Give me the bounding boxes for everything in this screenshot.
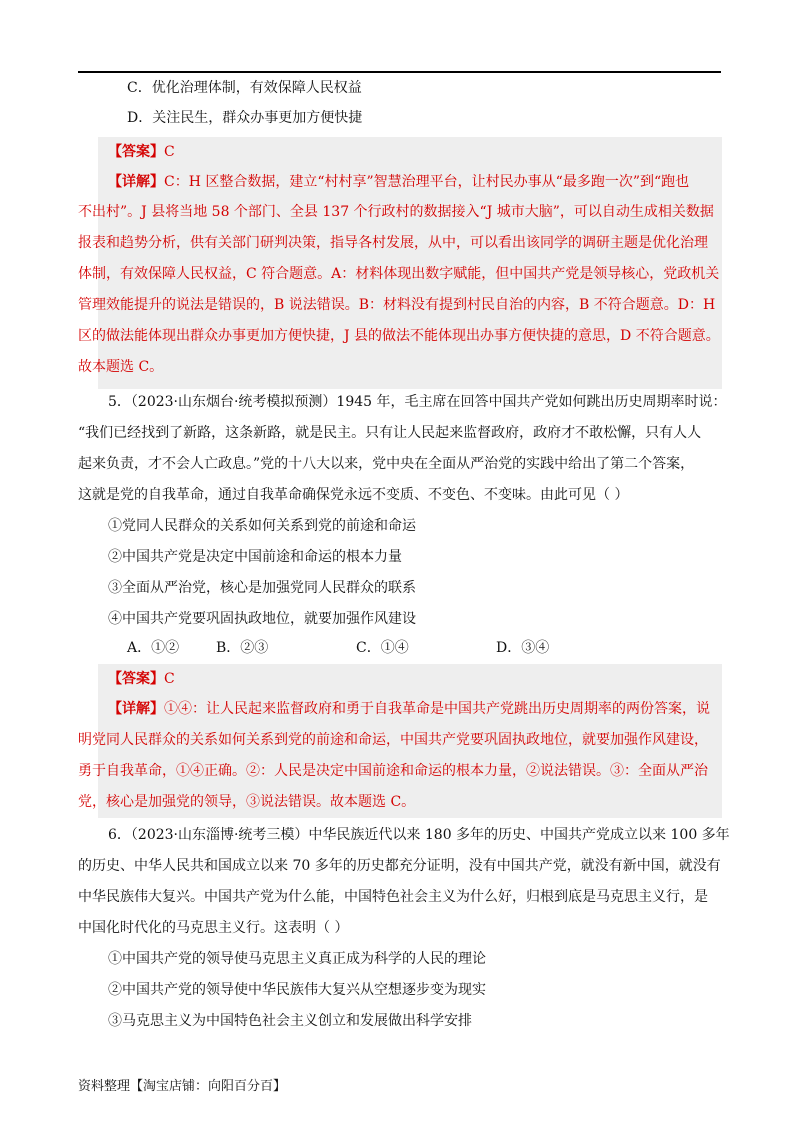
q5-answer-line [108, 669, 175, 689]
q5-choice-a: A．①② [127, 640, 180, 656]
detail-text: 管理效能提升的说法是错误的，B 说法错误。B：材料没有提到村民自治的内容，B 不符合题意。D：H [78, 297, 716, 313]
q4-option-d: D．关注民生，群众办事更加方便快捷 [127, 110, 363, 126]
detail-text: 区的做法能体现出群众办事更加方便快捷，J 县的做法不能体现出办事方便快捷的意思，D 不符合题意。 [78, 328, 720, 344]
q6-stem: 中华民族伟大复兴。中国共产党为什么能，中国特色社会主义为什么好，归根到底是马克思主义行，是 [78, 889, 708, 905]
q6-stem: 6．（2023·山东淄博·统考三模）中华民族近代以来 180 多年的历史、中国共产党成立以来 100 多年 [108, 827, 730, 843]
q4-option-c: C．优化治理体制，有效保障人民权益 [127, 80, 362, 96]
q6-stem: 中国化时代化的马克思主义行。这表明（ ） [78, 920, 349, 936]
detail-tag: 【详解】 [108, 701, 164, 717]
q6-statement: ②中国共产党的领导使中华民族伟大复兴从空想逐步变为现实 [108, 982, 486, 998]
q5-statement: ①党同人民群众的关系如何关系到党的前途和命运 [108, 518, 416, 534]
q5-statement: ②中国共产党是决定中国前途和命运的根本力量 [108, 549, 402, 565]
q5-detail-line [108, 699, 710, 719]
detail-text: 体制，有效保障人民权益，C 符合题意。A：材料体现出数字赋能，但中国共产党是领导核心，党政机关 [78, 266, 720, 282]
answer-value: C [164, 144, 175, 160]
detail-text: 不出村”。J 县将当地 58 个部门、全县 137 个行政村的数据接入“J 城市大脑”，可以自动生成相关数据 [78, 204, 714, 220]
q5-statement: ③全面从严治党，核心是加强党同人民群众的联系 [108, 580, 416, 596]
q5-stem: 这就是党的自我革命，通过自我革命确保党永远不变质、不变色、不变味。由此可见（ ） [78, 487, 629, 503]
q6-statement: ①中国共产党的领导使马克思主义真正成为科学的人民的理论 [108, 951, 486, 967]
q5-choice-b: B．②③ [216, 640, 269, 656]
detail-text: 党，核心是加强党的领导，③说法错误。故本题选 C。 [78, 794, 416, 810]
detail-text: 报表和趋势分析，供有关部门研判决策，指导各村发展，从中，可以看出该同学的调研主题是优化治理 [78, 235, 708, 251]
q6-statement: ③马克思主义为中国特色社会主义创立和发展做出科学安排 [108, 1013, 472, 1029]
detail-text: 故本题选 C。 [78, 359, 164, 375]
header-rule [78, 71, 721, 73]
detail-text: C：H 区整合数据，建立“村村享”智慧治理平台，让村民办事从“最多跑一次”到“跑也 [164, 174, 690, 190]
detail-tag: 【详解】 [108, 174, 164, 190]
q5-stem: 起来负责，才不会人亡政息。”党的十八大以来，党中央在全面从严治党的实践中给出了第二个答案， [78, 456, 695, 472]
q4-detail-line [108, 172, 689, 192]
footer-source: 资料整理【淘宝店铺：向阳百分百】 [78, 1079, 287, 1094]
detail-text: 勇于自我革命，①④正确。②：人民是决定中国前途和命运的根本力量，②说法错误。③：全面从严治 [78, 763, 708, 779]
q5-statement: ④中国共产党要巩固执政地位，就要加强作风建设 [108, 611, 416, 627]
q5-choice-c: C．①④ [356, 640, 409, 656]
answer-value: C [164, 671, 175, 687]
q4-answer-line [108, 142, 175, 162]
answer-tag: 【答案】 [108, 671, 164, 687]
detail-text: ①④：让人民起来监督政府和勇于自我革命是中国共产党跳出历史周期率的两份答案，说 [164, 701, 710, 717]
detail-text: 明党同人民群众的关系如何关系到党的前途和命运，中国共产党要巩固执政地位，就要加强作风建设， [78, 732, 708, 748]
q5-stem: 5．（2023·山东烟台·统考模拟预测）1945 年，毛主席在回答中国共产党如何跳出历史周期率时说： [108, 394, 727, 410]
q5-stem: “我们已经找到了新路，这条新路，就是民主。只有让人民起来监督政府，政府才不敢松懈，只有人人 [78, 425, 702, 441]
answer-tag: 【答案】 [108, 144, 164, 160]
q6-stem: 的历史、中华人民共和国成立以来 70 多年的历史都充分证明，没有中国共产党，就没有新中国，就没有 [78, 858, 721, 874]
q5-choice-d: D．③④ [496, 640, 550, 656]
